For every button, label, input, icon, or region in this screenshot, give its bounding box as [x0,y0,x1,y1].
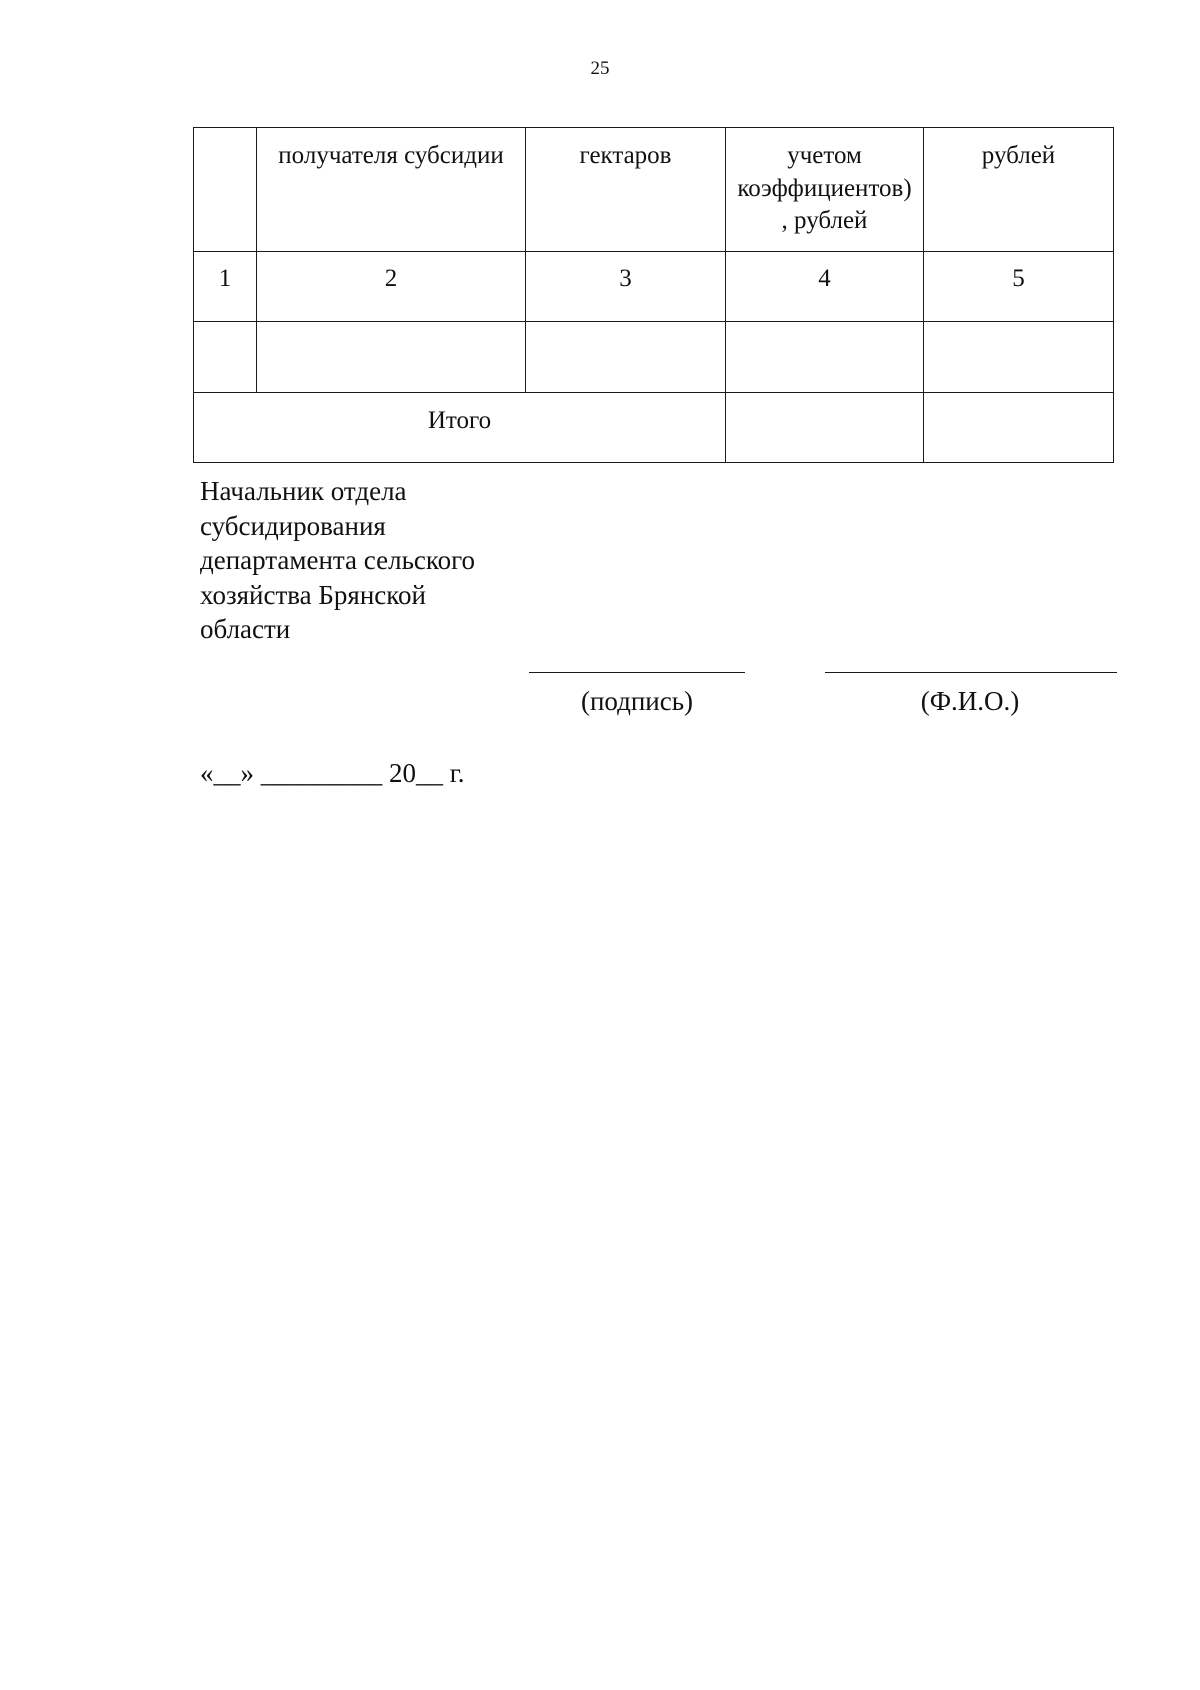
position-line: области [200,614,291,644]
position-line: Начальник отдела [200,476,407,506]
date-line: «__» _________ 20__ г. [200,758,465,788]
signature-caption: (подпись) [580,686,694,716]
column-numbers-row [194,252,1114,322]
header-cell-4-line-1: учетом [787,142,862,169]
column-number-2: 2 [257,252,526,322]
table-header-row [194,128,1114,252]
table-cell [194,322,257,393]
column-number-3: 3 [526,252,726,322]
column-number-5: 5 [924,252,1114,322]
total-row [194,393,1114,463]
table-cell [924,322,1114,393]
header-cell-4-line-2: коэффициентов) [737,174,912,202]
total-value-4 [726,393,924,463]
fio-line [825,672,1117,673]
fio-caption: (Ф.И.О.) [920,686,1020,716]
header-cell-3: гектаров [526,128,726,252]
table-cell [726,322,924,393]
header-cell-4-line-3: , рублей [781,207,868,234]
table-cell [526,322,726,393]
position-line: хозяйства Брянской [200,579,426,610]
official-position [200,474,475,647]
total-label: Итого [194,393,726,463]
position-line: департамента сельского [200,545,476,575]
column-number-1: 1 [194,252,257,322]
table-cell [257,322,526,393]
table-row [194,322,1114,393]
header-cell-1 [194,128,257,252]
header-cell-4 [726,128,924,252]
signature-line [529,672,745,673]
page-number: 25 [590,58,610,79]
column-number-4: 4 [726,252,924,322]
subsidy-table [193,127,1114,463]
total-value-5 [924,393,1114,463]
header-cell-2: получателя субсидии [257,128,526,252]
header-cell-5: рублей [924,128,1114,252]
position-line: субсидирования [200,510,386,541]
